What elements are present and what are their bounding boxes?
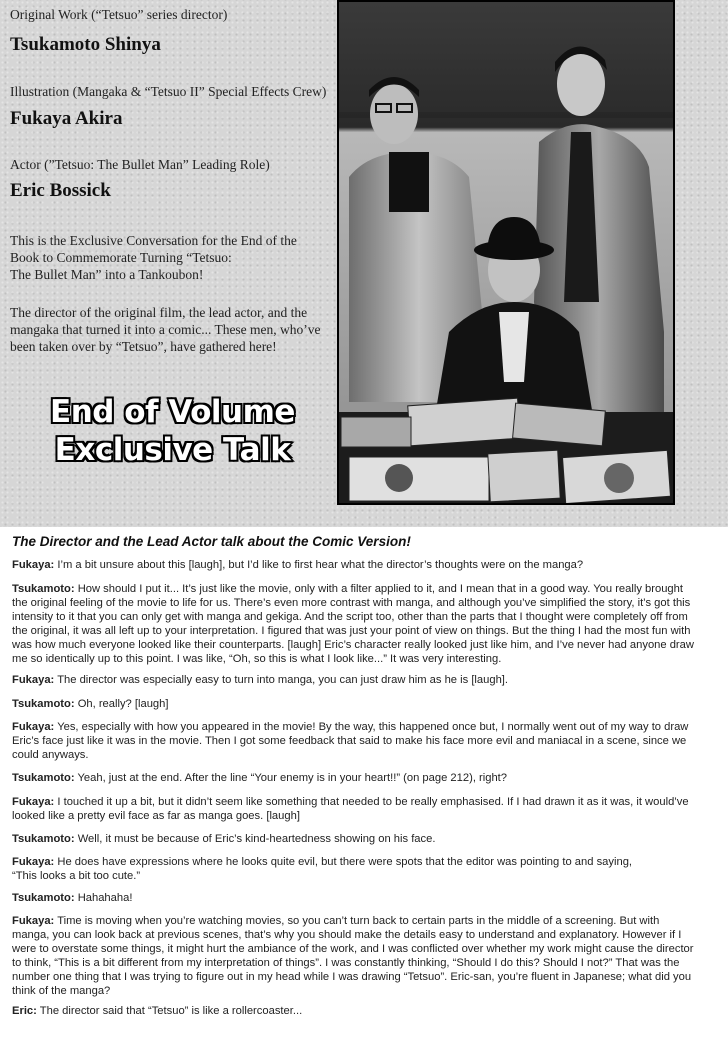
dialogue-text: I’m a bit unsure about this [laugh], but I’d like to first hear what the director’s thoughts were on the manga? [57, 559, 584, 571]
dialogue-text: Eric’s face just like it was in the movie. Then I got some feedback that said to make his face more evil and maniacal in a scene, since we [12, 735, 687, 747]
intro-paragraph-1 [10, 232, 330, 283]
dialogue-entry [12, 673, 720, 687]
group-photo-image [339, 2, 673, 503]
dialogue-text: Well, it must be because of Eric’s kind-heartedness showing on his face. [77, 833, 436, 845]
intro-paragraph-2 [10, 304, 330, 355]
dialogue-text: intensity to it that you can only get with manga and gekiga. And the script too, other than the parts that I thought were completely off from [12, 611, 688, 623]
dialogue-text: Time is moving when you’re watching movies, so you can’t turn back to certain parts in the middle of a screening. But with [57, 915, 660, 927]
volume-title-logo [30, 393, 315, 469]
section-title: The Director and the Lead Actor talk about the Comic Version! [12, 534, 411, 549]
credit-role-director: Original Work (“Tetsuo” series director) [10, 7, 228, 22]
intro-line: been taken over by “Tetsuo”, have gathered here! [10, 339, 277, 354]
volume-title-line-2: Exclusive Talk [54, 432, 291, 468]
dialogue-entry [12, 720, 720, 762]
dialogue-text: number one thing that I was trying to figure out in my head while I was drawing “Tetsuo”. Eric-san, you’re fluent in Japanese; what did you [12, 971, 692, 983]
speaker-label: Tsukamoto: [12, 698, 75, 710]
dialogue-text: was how much everyone looked like their counterparts. [laugh] Eric’s character really looked just like him, and I’ve never had anyone draw [12, 639, 694, 651]
speaker-label: Tsukamoto: [12, 583, 75, 595]
dialogue-text: How should I put it... It’s just like the movie, only with a filter applied to it, and I mean that in a good way. You really brought [77, 583, 683, 595]
dialogue-text: He does have expressions where he looks quite evil, but there were spots that the editor was pointing to and saying, [57, 856, 633, 868]
dialogue-entry [12, 771, 720, 785]
dialogue-text: me so identically up to this point. I was like, “Oh, so this is what I look like...” It was very interesting. [12, 653, 502, 665]
credit-name-director: Tsukamoto Shinya [10, 34, 161, 55]
speaker-label: Fukaya: [12, 796, 55, 808]
dialogue-text: could anyways. [12, 749, 89, 761]
intro-line: This is the Exclusive Conversation for the End of the [10, 233, 297, 248]
credit-name-actor: Eric Bossick [10, 180, 111, 201]
dialogue-entry [12, 1004, 720, 1018]
dialogue-entry [12, 891, 720, 905]
intro-line: Book to Commemorate Turning “Tetsuo: [10, 250, 232, 265]
dialogue-text: “This looks a bit too cute.” [12, 870, 141, 882]
speaker-label: Eric: [12, 1005, 37, 1017]
credit-role-actor: Actor (”Tetsuo: The Bullet Man” Leading Role) [10, 157, 270, 172]
photo-left-man-face [370, 84, 418, 144]
group-photo [337, 0, 675, 505]
intro-line: The director of the original film, the lead actor, and the [10, 305, 308, 320]
credit-role-illustrator: Illustration (Mangaka & “Tetsuo II” Special Effects Crew) [10, 84, 327, 99]
photo-book-cover [349, 457, 489, 501]
intro-line: The Bullet Man” into a Tankoubon! [10, 267, 204, 282]
dialogue-entry [12, 914, 720, 998]
dialogue-text: The director was especially easy to turn into manga, you can just draw him as he is [laugh]. [57, 674, 509, 686]
credit-name-illustrator: Fukaya Akira [10, 108, 123, 129]
dialogue-entry [12, 558, 720, 572]
dialogue-text: the original feeling of the movie to life for us. There’s even more contrast with manga, and although you’ve simplified the story, it’s got this [12, 597, 691, 609]
dialogue-text: to think, “This is a bit different from my interpretation of things”. I was constantly thinking, “Should I do this? Should I not?” That was the [12, 957, 680, 969]
dialogue-text: the original, it was all left up to your interpretation. I figured that was just your point of view on things. But the thing I had the most fun with [12, 625, 691, 637]
speaker-label: Tsukamoto: [12, 892, 75, 904]
speaker-label: Fukaya: [12, 721, 55, 733]
dialogue-text: were to overstate some things, it might hurt the ambiance of the work, and I was conflicted over whether my work might cause the director [12, 943, 694, 955]
dialogue-text: I touched it up a bit, but it didn’t seem like something that needed to be really emphasised. If I had drawn it as it was, it would’ve [57, 796, 689, 808]
dialogue-entry [12, 795, 720, 823]
speaker-label: Fukaya: [12, 559, 55, 571]
speaker-label: Tsukamoto: [12, 772, 75, 784]
dialogue-entry [12, 697, 720, 711]
speaker-label: Fukaya: [12, 856, 55, 868]
dialogue-text: Yeah, just at the end. After the line “Your enemy is in your heart!!” (on page 212), right? [77, 772, 508, 784]
speaker-label: Tsukamoto: [12, 833, 75, 845]
dialogue-text: Yes, especially with how you appeared in the movie! By the way, this happened once but, I normally went out of my way to draw [57, 721, 689, 733]
speaker-label: Fukaya: [12, 674, 55, 686]
dialogue-entry [12, 855, 720, 883]
volume-title-line-1: End of Volume [50, 394, 295, 430]
dialogue-text: The director said that “Tetsuo” is like a rollercoaster... [39, 1005, 303, 1017]
speaker-label: Fukaya: [12, 915, 55, 927]
dialogue-text: Hahahaha! [77, 892, 133, 904]
dialogue-text: Oh, really? [laugh] [77, 698, 169, 710]
dialogue-text: manga, you can look back at previous scenes, that’s why you should make the details easy to understand and explanatory. However if I [12, 929, 682, 941]
header-panel [0, 0, 728, 527]
intro-line: mangaka that turned it into a comic... These men, who’ve [10, 322, 321, 337]
dialogue-entry [12, 832, 720, 846]
dialogue-entry [12, 582, 720, 666]
photo-right-man-face [557, 52, 605, 116]
dialogue-text: looked like a pretty evil face as far as manga goes. [laugh] [12, 810, 300, 822]
dialogue-text: think of the manga? [12, 985, 111, 997]
